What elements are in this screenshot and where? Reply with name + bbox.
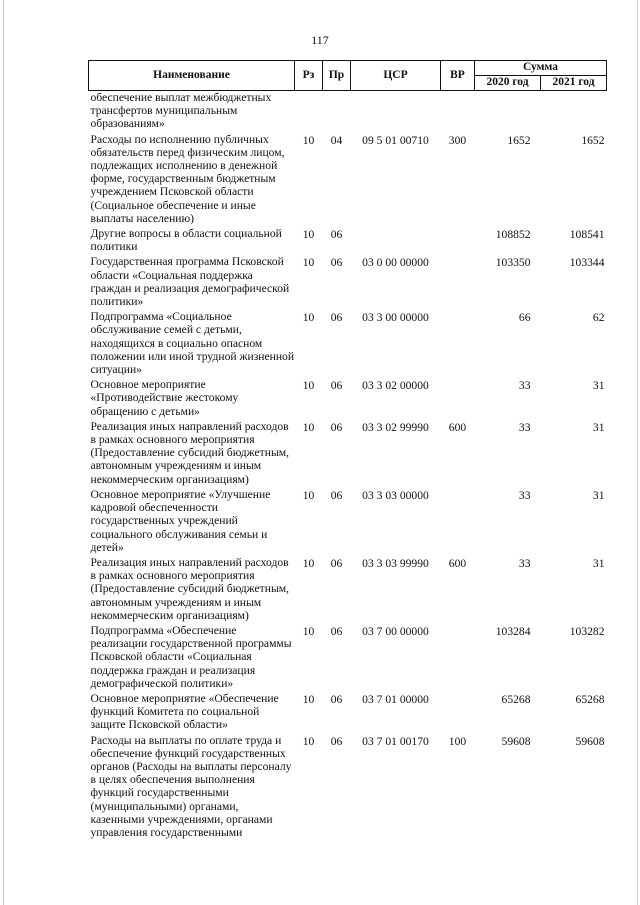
cell-vr: 300 (448, 133, 467, 147)
cell-pr: 06 (330, 420, 343, 434)
cell-rz: 10 (302, 556, 315, 570)
page-number: 117 (311, 33, 329, 47)
cell-pr: 06 (330, 311, 343, 325)
cell-csr: 03 3 03 99990 (362, 556, 429, 570)
header-name: Наименование (89, 61, 295, 91)
table-row (89, 624, 607, 692)
cell-name: Основное мероприятие «Улучшение кадровой обеспеченности государственных учреждений социального обслуживания семьи и детей» (90, 487, 271, 554)
cell-csr (351, 91, 441, 133)
cell-name: Государственная программа Псковской области «Социальная поддержка граждан и реализация демографической политики» (90, 255, 290, 309)
cell-sum-2021: 31 (592, 420, 605, 434)
header-year-2020: 2020 год (475, 76, 541, 91)
cell-sum-2020: 103284 (495, 624, 531, 638)
cell-rz: 10 (302, 420, 315, 434)
cell-vr (441, 227, 475, 255)
cell-name: Подпрограмма «Обеспечение реализации государственной программы Псковской области «Социальная поддержка граждан и реализация демографической политики» (90, 623, 292, 690)
cell-sum-2020: 33 (518, 420, 531, 434)
cell-pr: 06 (330, 228, 343, 242)
cell-pr: 06 (330, 624, 343, 638)
cell-sum-2021: 108541 (569, 228, 605, 242)
cell-vr (441, 624, 475, 692)
table-row (89, 91, 607, 133)
cell-sum-2020: 1652 (507, 133, 531, 147)
header-sum: Сумма (475, 61, 607, 76)
cell-sum-2020: 33 (518, 379, 531, 393)
cell-csr: 03 3 02 99990 (362, 420, 429, 434)
header-pr: Пр (323, 61, 351, 91)
cell-vr (441, 488, 475, 556)
cell-sum-2020 (475, 91, 541, 133)
cell-name: Основное мероприятие «Противодействие жестокому обращению с детьми» (90, 378, 239, 418)
cell-sum-2020: 59608 (501, 734, 531, 748)
budget-table (88, 60, 607, 841)
header-csr: ЦСР (351, 61, 441, 91)
cell-vr: 100 (448, 734, 467, 748)
table-header (89, 61, 607, 91)
cell-sum-2021: 31 (592, 488, 605, 502)
cell-sum-2021: 31 (592, 379, 605, 393)
table-body (89, 91, 607, 842)
cell-csr: 03 3 03 00000 (362, 488, 429, 502)
cell-vr (441, 692, 475, 734)
table-row (89, 488, 607, 556)
scan-edge-left (3, 0, 4, 905)
table-row (89, 556, 607, 624)
cell-sum-2021: 1652 (581, 133, 605, 147)
cell-csr: 03 3 02 00000 (362, 379, 429, 393)
cell-sum-2020: 65268 (501, 692, 531, 706)
cell-pr: 06 (330, 692, 343, 706)
cell-name: Расходы по исполнению публичных обязательств перед физическим лицом, подлежащих исполнению в денежной форме, государственным бюджетным учреждением Псковской области (Социальное обеспечение и иные выплаты населению) (90, 132, 285, 225)
cell-name: Реализация иных направлений расходов в рамках основного мероприятия (Предоставление субсидий бюджетным, автономным учреждениям и иным некоммерческим организациям) (90, 419, 289, 486)
cell-csr: 03 0 00 00000 (362, 256, 429, 270)
cell-rz: 10 (302, 311, 315, 325)
cell-pr: 06 (330, 734, 343, 748)
cell-csr: 03 7 01 00000 (362, 692, 429, 706)
cell-vr (441, 310, 475, 378)
cell-vr (441, 255, 475, 310)
cell-pr: 06 (330, 256, 343, 270)
cell-rz: 10 (302, 256, 315, 270)
cell-rz: 10 (302, 133, 315, 147)
cell-name: Расходы на выплаты по оплате труда и обеспечение функций государственных органов (Расходы на выплаты персоналу в целях обеспечения выполнения функций государственными (муниципальными) органами, казенными учреждениями, органами управления государственными (90, 733, 292, 839)
cell-csr: 03 7 00 00000 (362, 624, 429, 638)
table-row (89, 133, 607, 227)
cell-rz: 10 (302, 228, 315, 242)
cell-name: Подпрограмма «Социальное обслуживание семей с детьми, находящихся в социально опасном положении или иной трудной жизненной ситуации» (90, 310, 295, 377)
cell-csr (351, 227, 441, 255)
cell-name: обеспечение выплат межбюджетных трансфертов муниципальным образованиям» (90, 91, 272, 131)
cell-sum-2020: 108852 (495, 228, 531, 242)
cell-csr: 03 7 01 00170 (362, 734, 429, 748)
cell-vr (441, 378, 475, 420)
cell-pr: 06 (330, 379, 343, 393)
cell-name: Реализация иных направлений расходов в рамках основного мероприятия (Предоставление субсидий бюджетным, автономным учреждениям и иным некоммерческим организациям) (90, 555, 289, 622)
cell-rz: 10 (302, 692, 315, 706)
cell-pr: 06 (330, 556, 343, 570)
table-row (89, 255, 607, 310)
cell-sum-2021: 59608 (575, 734, 605, 748)
table-row (89, 310, 607, 378)
header-rz: Рз (295, 61, 323, 91)
cell-rz (295, 91, 323, 133)
cell-sum-2021: 62 (592, 311, 605, 325)
table-row (89, 692, 607, 734)
cell-rz: 10 (302, 734, 315, 748)
header-vr: ВР (441, 61, 475, 91)
cell-pr: 04 (330, 133, 343, 147)
cell-sum-2020: 103350 (495, 256, 531, 270)
cell-pr: 06 (330, 488, 343, 502)
cell-sum-2021 (541, 91, 607, 133)
cell-vr: 600 (448, 420, 467, 434)
header-year-2021: 2021 год (541, 76, 607, 91)
table-row (89, 378, 607, 420)
cell-csr: 09 5 01 00710 (362, 133, 429, 147)
cell-sum-2021: 31 (592, 556, 605, 570)
cell-sum-2020: 33 (518, 488, 531, 502)
cell-sum-2021: 103282 (569, 624, 605, 638)
cell-vr (441, 91, 475, 133)
cell-sum-2021: 103344 (569, 256, 605, 270)
cell-rz: 10 (302, 488, 315, 502)
table-row (89, 227, 607, 255)
table-row (89, 734, 607, 842)
cell-vr: 600 (448, 556, 467, 570)
cell-name: Основное мероприятие «Обеспечение функций Комитета по социальной защите Псковской области» (90, 691, 279, 732)
cell-pr (323, 91, 351, 133)
cell-name: Другие вопросы в области социальной политики (90, 227, 282, 254)
cell-sum-2020: 66 (518, 311, 531, 325)
cell-sum-2021: 65268 (575, 692, 605, 706)
cell-sum-2020: 33 (518, 556, 531, 570)
scan-edge-right (637, 0, 638, 905)
cell-rz: 10 (302, 379, 315, 393)
cell-csr: 03 3 00 00000 (362, 311, 429, 325)
table-row (89, 420, 607, 488)
cell-rz: 10 (302, 624, 315, 638)
